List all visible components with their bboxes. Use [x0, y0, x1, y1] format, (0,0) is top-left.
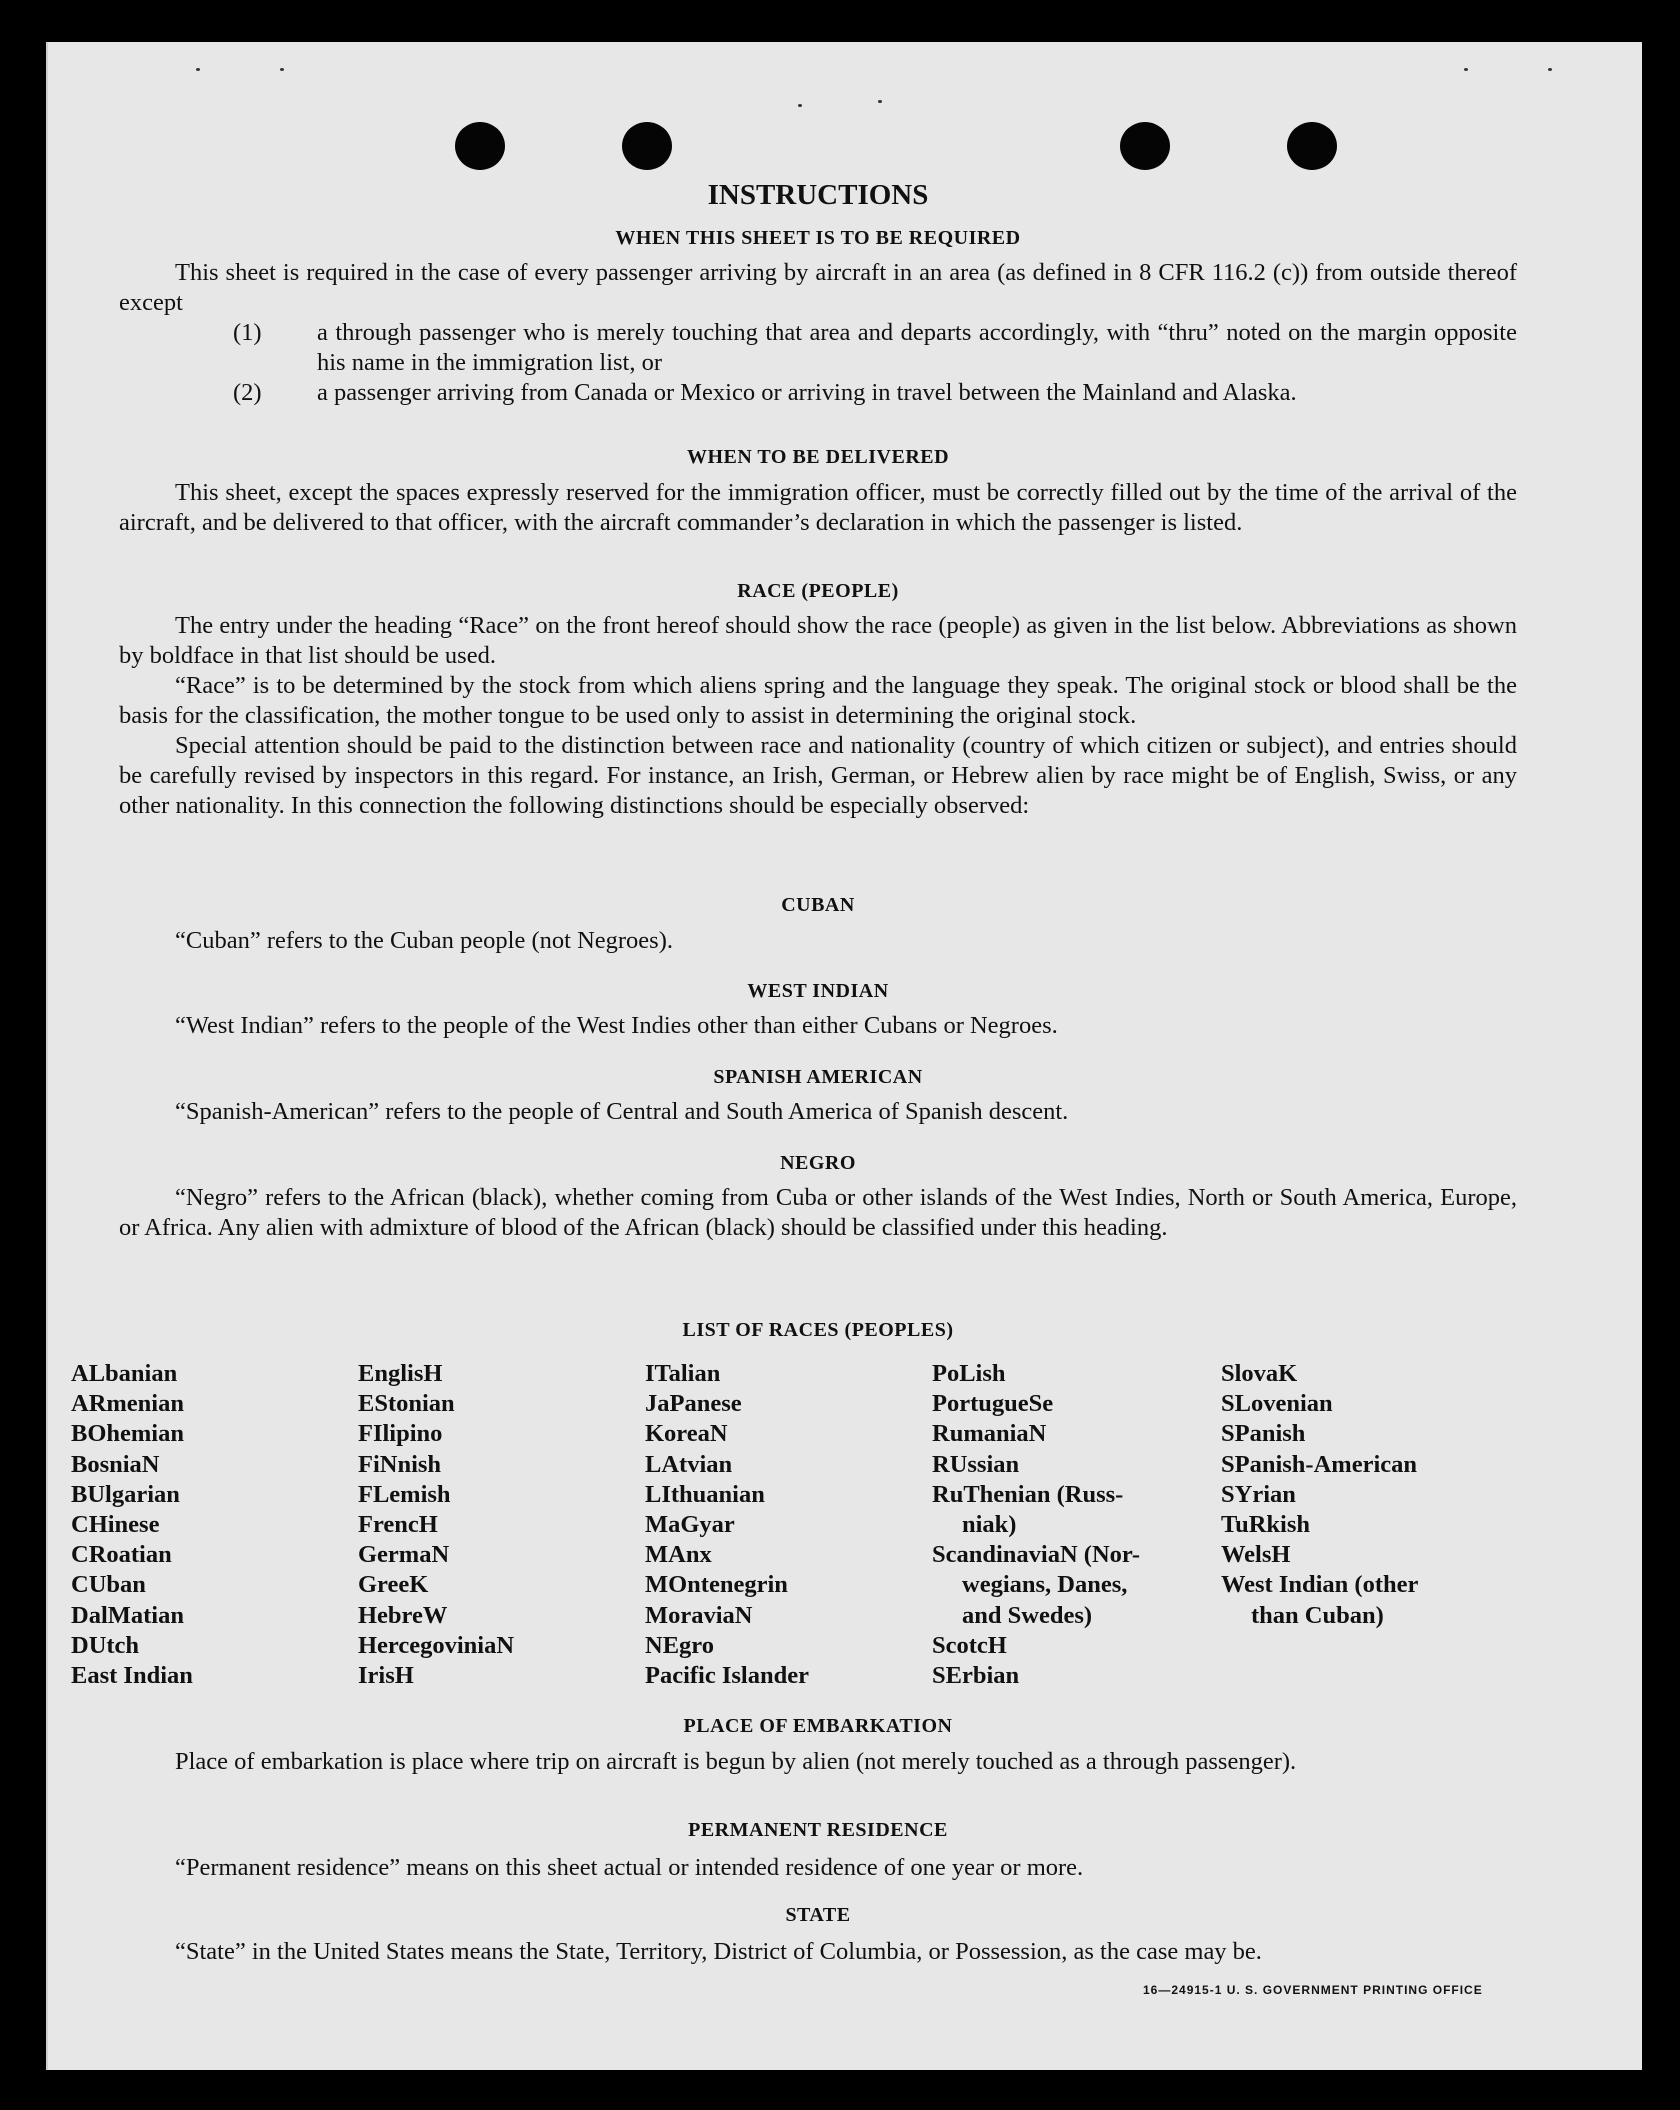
race-item: RuThenian (Russ- — [932, 1480, 1124, 1508]
race-item: NEgro — [645, 1631, 714, 1659]
heading-negro: NEGRO — [780, 1152, 856, 1174]
race-item: MoraviaN — [645, 1601, 753, 1629]
race-item-continued: than Cuban) — [1251, 1601, 1384, 1629]
race-item: LIthuanian — [645, 1480, 765, 1508]
race-item: SPanish-American — [1221, 1450, 1417, 1478]
heading-when-required: WHEN THIS SHEET IS TO BE REQUIRED — [615, 227, 1021, 249]
exception-item-2 — [119, 378, 1517, 408]
cuban-paragraph: “Cuban” refers to the Cuban people (not Negroes). — [175, 927, 673, 954]
race-item: IrisH — [358, 1662, 414, 1690]
section-spanish-american-text — [119, 1097, 1517, 1127]
race-item: HercegoviniaN — [358, 1631, 515, 1659]
race-item: RumaniaN — [932, 1420, 1047, 1448]
races-column-1 — [71, 1359, 193, 1691]
exception-num: (2) — [233, 379, 262, 406]
race-item: SYrian — [1221, 1480, 1296, 1508]
race-item: WelsH — [1221, 1541, 1291, 1569]
race-item: FLemish — [358, 1480, 451, 1508]
state-paragraph: “State” in the United States means the State, Territory, District of Columbia, or Possession, as the case may be. — [175, 1938, 1262, 1965]
negro-paragraph: “Negro” refers to the African (black), whether coming from Cuba or other islands of the West Indies, North or South America, Europe, or Africa. Any alien with admixture of blood of the African (black) should be classified under this heading. — [119, 1184, 1517, 1241]
race-item: GermaN — [358, 1541, 450, 1569]
punch-hole — [622, 122, 672, 170]
punch-hole — [455, 122, 505, 170]
west-indian-paragraph: “West Indian” refers to the people of the West Indies other than either Cubans or Negroes. — [175, 1012, 1058, 1039]
heading-cuban: CUBAN — [781, 894, 855, 916]
embarkation-paragraph: Place of embarkation is place where trip on aircraft is begun by alien (not merely touched as a through passenger). — [175, 1748, 1297, 1775]
race-item: FrencH — [358, 1511, 438, 1539]
race-item: EnglisH — [358, 1360, 443, 1387]
race-paragraph-2: “Race” is to be determined by the stock from which aliens spring and the language they speak. The original stock or blood shall be the basis for the classification, the mother tongue to be used only to assist in determining the original stock. — [119, 672, 1517, 729]
race-item: Pacific Islander — [645, 1662, 809, 1690]
race-item: ITalian — [645, 1360, 721, 1387]
race-paragraph-3: Special attention should be paid to the distinction between race and nationality (country of which citizen or subject), and entries should be carefully revised by inspectors in this regard. For instance, an Irish, German, or Hebrew alien by race might be of English, Swiss, or any other nationality. In this connection the following distinctions should be especially observed: — [119, 732, 1517, 819]
race-item: CHinese — [71, 1511, 160, 1539]
races-column-4 — [932, 1359, 1140, 1691]
residence-paragraph: “Permanent residence” means on this sheet actual or intended residence of one year or more. — [175, 1854, 1084, 1881]
exception-num: (1) — [233, 319, 262, 346]
speck — [1548, 68, 1552, 71]
race-item: West Indian (other — [1221, 1571, 1419, 1599]
section-race-text — [119, 611, 1517, 821]
section-residence-text — [119, 1853, 1517, 1883]
race-item: East Indian — [71, 1662, 193, 1690]
exception-item-1 — [119, 318, 1517, 378]
exception-text: a through passenger who is merely touching that area and departs accordingly, with “thru” noted on the margin opposite his name in the immigration list, or — [317, 319, 1517, 376]
race-item: LAtvian — [645, 1450, 733, 1478]
race-item: PortugueSe — [932, 1390, 1054, 1418]
race-item: SlovaK — [1221, 1360, 1298, 1387]
spanish-american-paragraph: “Spanish-American” refers to the people of Central and South America of Spanish descent. — [175, 1098, 1069, 1125]
heading-state: STATE — [785, 1904, 851, 1926]
heading-race: RACE (PEOPLE) — [737, 580, 899, 602]
race-item: BosniaN — [71, 1450, 160, 1478]
race-item: FiNnish — [358, 1450, 442, 1478]
race-item: ARmenian — [71, 1390, 184, 1418]
race-item: MAnx — [645, 1541, 712, 1569]
race-item: MOntenegrin — [645, 1571, 788, 1599]
heading-embarkation: PLACE OF EMBARKATION — [683, 1715, 953, 1737]
race-item: DalMatian — [71, 1601, 184, 1629]
section-embarkation-text — [119, 1747, 1517, 1777]
race-paragraph-1: The entry under the heading “Race” on the front hereof should show the race (people) as given in the list below. Abbreviations as shown by boldface in that list should be used. — [119, 612, 1517, 669]
section-negro-text — [119, 1183, 1517, 1243]
race-item: TuRkish — [1221, 1511, 1311, 1539]
race-item: PoLish — [932, 1360, 1006, 1387]
heading-west-indian: WEST INDIAN — [747, 980, 889, 1002]
heading-permanent-residence: PERMANENT RESIDENCE — [688, 1819, 948, 1841]
section-cuban-text — [119, 926, 1517, 956]
race-item: GreeK — [358, 1571, 429, 1599]
race-item: KoreaN — [645, 1420, 728, 1448]
races-column-3 — [645, 1359, 809, 1691]
race-item: MaGyar — [645, 1511, 735, 1539]
race-item: BOhemian — [71, 1420, 184, 1448]
race-item: ScotcH — [932, 1631, 1007, 1659]
punch-hole — [1120, 122, 1170, 170]
speck — [878, 100, 882, 103]
section-state-text — [119, 1937, 1517, 1967]
race-item: CRoatian — [71, 1541, 172, 1569]
required-paragraph: This sheet is required in the case of every passenger arriving by aircraft in an area (as defined in 8 CFR 116.2 (c)) from outside thereof except — [119, 259, 1517, 316]
race-item: ALbanian — [71, 1360, 178, 1387]
races-column-2 — [358, 1359, 514, 1691]
race-item: EStonian — [358, 1390, 455, 1418]
section-west-indian-text — [119, 1011, 1517, 1041]
race-item: FIlipino — [358, 1420, 443, 1448]
race-item-continued: and Swedes) — [962, 1601, 1093, 1629]
race-item: JaPanese — [645, 1390, 742, 1418]
exception-text: a passenger arriving from Canada or Mexico or arriving in travel between the Mainland and Alaska. — [317, 379, 1297, 406]
section-required-text — [119, 258, 1517, 408]
delivered-paragraph: This sheet, except the spaces expressly reserved for the immigration officer, must be correctly filled out by the time of the arrival of the aircraft, and be delivered to that officer, with the aircraft commander’s declaration in which the passenger is listed. — [119, 479, 1517, 536]
race-item: CUban — [71, 1571, 146, 1599]
race-item: SLovenian — [1221, 1390, 1333, 1418]
heading-spanish-american: SPANISH AMERICAN — [713, 1066, 923, 1088]
race-item-continued: wegians, Danes, — [962, 1571, 1128, 1599]
races-column-5 — [1221, 1359, 1418, 1631]
race-item: SPanish — [1221, 1420, 1306, 1448]
speck — [196, 68, 200, 71]
speck — [798, 104, 802, 107]
speck — [280, 68, 284, 71]
page-title: INSTRUCTIONS — [707, 179, 929, 211]
race-item: DUtch — [71, 1631, 140, 1659]
printing-office-code: 16—24915-1 U. S. GOVERNMENT PRINTING OFFICE — [1143, 1983, 1483, 1997]
race-item: RUssian — [932, 1450, 1020, 1478]
section-delivered-text — [119, 478, 1517, 538]
race-item: ScandinaviaN (Nor- — [932, 1541, 1141, 1569]
heading-when-delivered: WHEN TO BE DELIVERED — [686, 446, 950, 468]
race-item: BUlgarian — [71, 1480, 180, 1508]
document-page — [46, 42, 1642, 2070]
heading-list-of-races: LIST OF RACES (PEOPLES) — [682, 1319, 954, 1341]
speck — [1464, 68, 1468, 71]
race-item-continued: niak) — [962, 1511, 1017, 1539]
race-item: SErbian — [932, 1662, 1020, 1690]
race-item: HebreW — [358, 1601, 448, 1629]
punch-hole — [1287, 122, 1337, 170]
